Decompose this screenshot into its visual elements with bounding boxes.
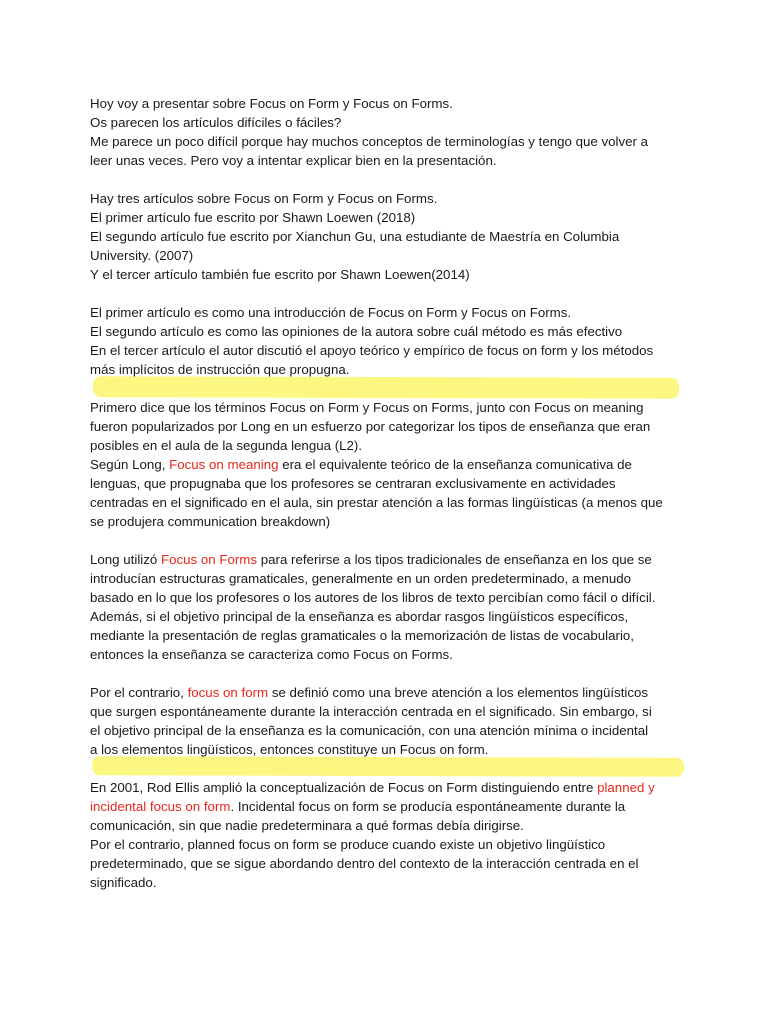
text-line: El segundo artículo es como las opiniones de la autora sobre cuál método es más efectivo	[90, 324, 623, 339]
text-line	[90, 797, 680, 816]
paragraph-summary	[90, 303, 680, 379]
text-line: lenguas, que propugnaba que los profesores se centraran exclusivamente en actividades	[90, 476, 616, 491]
text-line: predeterminado, que se sigue abordando dentro del contexto de la interacción centrada en el	[90, 856, 639, 871]
text-line: El primer artículo es como una introducción de Focus on Form y Focus on Forms.	[90, 305, 572, 320]
text-line: centradas en el significado en el aula, sin prestar atención a las formas lingüísticas (a menos que	[90, 495, 663, 510]
text-line: Primero dice que los términos Focus on Form y Focus on Forms, junto con Focus on meaning	[90, 400, 644, 415]
paragraph-focus-on-form	[90, 683, 680, 759]
text-line: leer unas veces. Pero voy a intentar explicar bien en la presentación.	[90, 153, 497, 168]
red-term-focus-on-form: focus on form	[187, 685, 269, 700]
text-line: el objetivo principal de la enseñanza es la comunicación, con una atención mínima o incidental	[90, 723, 649, 738]
text-segment: En 2001, Rod Ellis amplió la conceptualización de Focus on Form distinguiendo entre	[90, 780, 598, 795]
text-line: Os parecen los artículos difíciles o fáciles?	[90, 115, 342, 130]
text-line	[90, 550, 680, 569]
text-line: basado en lo que los profesores o los autores de los libros de texto percibían como fácil o difícil.	[90, 590, 656, 605]
text-line: Además, si el objetivo principal de la enseñanza es abordar rasgos lingüísticos específicos,	[90, 609, 629, 624]
text-line	[90, 455, 680, 474]
red-term-focus-on-forms: Focus on Forms	[160, 552, 258, 567]
red-term-incidental-focus-on-form: incidental focus on form	[90, 799, 231, 814]
document-body	[90, 94, 680, 911]
text-line: comunicación, sin que nadie predeterminara a qué formas debía dirigirse.	[90, 818, 524, 833]
text-line: más implícitos de instrucción que propugna.	[90, 362, 350, 377]
text-segment: Según Long,	[90, 457, 170, 472]
text-segment: para referirse a los tipos tradicionales de enseñanza en los que se	[257, 552, 652, 567]
text-line: En el tercer artículo el autor discutió el apoyo teórico y empírico de focus on form y los métodos	[90, 343, 654, 358]
text-segment: Por el contrario,	[90, 685, 188, 700]
text-line: University. (2007)	[90, 248, 194, 263]
paragraph-rod-ellis	[90, 778, 680, 892]
text-line: Hay tres artículos sobre Focus on Form y Focus on Forms.	[90, 191, 438, 206]
text-line: posibles en el aula de la segunda lengua (L2).	[90, 438, 363, 453]
red-term-focus-on-meaning: Focus on meaning	[169, 457, 279, 472]
text-line: El segundo artículo fue escrito por Xianchun Gu, una estudiante de Maestría en Columbia	[90, 229, 620, 244]
text-line	[90, 683, 680, 702]
text-line: Y el tercer artículo también fue escrito por Shawn Loewen(2014)	[90, 267, 470, 282]
paragraph-articles	[90, 189, 680, 284]
text-line: Por el contrario, planned focus on form se produce cuando existe un objetivo lingüístico	[90, 837, 606, 852]
text-line: mediante la presentación de reglas gramaticales o la memorización de listas de vocabulario,	[90, 628, 634, 643]
paragraph-focus-on-meaning	[90, 398, 680, 531]
text-segment: Long utilizó	[90, 552, 161, 567]
red-term-planned: planned y	[597, 780, 655, 795]
text-line: fueron popularizados por Long en un esfuerzo por categorizar los tipos de enseñanza que eran	[90, 419, 651, 434]
text-line: se produjera communication breakdown)	[90, 514, 331, 529]
text-line: significado.	[90, 875, 157, 890]
text-line: que surgen espontáneamente durante la interacción centrada en el significado. Sin embargo, si	[90, 704, 652, 719]
text-line: Me parece un poco difícil porque hay muchos conceptos de terminologías y tengo que volver a	[90, 134, 649, 149]
text-segment: se definió como una breve atención a los elementos lingüísticos	[268, 685, 649, 700]
paragraph-intro	[90, 94, 680, 170]
text-segment: . Incidental focus on form se producía espontáneamente durante la	[230, 799, 626, 814]
text-line: Hoy voy a presentar sobre Focus on Form y Focus on Forms.	[90, 96, 453, 111]
text-line: a los elementos lingüísticos, entonces constituye un Focus on form.	[90, 742, 489, 757]
text-line	[90, 778, 680, 797]
text-line: El primer artículo fue escrito por Shawn Loewen (2018)	[90, 210, 416, 225]
text-line: entonces la enseñanza se caracteriza como Focus on Forms.	[90, 647, 453, 662]
text-segment: era el equivalente teórico de la enseñanza comunicativa de	[278, 457, 632, 472]
text-line: introducían estructuras gramaticales, generalmente en un orden predeterminado, a menudo	[90, 571, 632, 586]
paragraph-focus-on-forms	[90, 550, 680, 664]
